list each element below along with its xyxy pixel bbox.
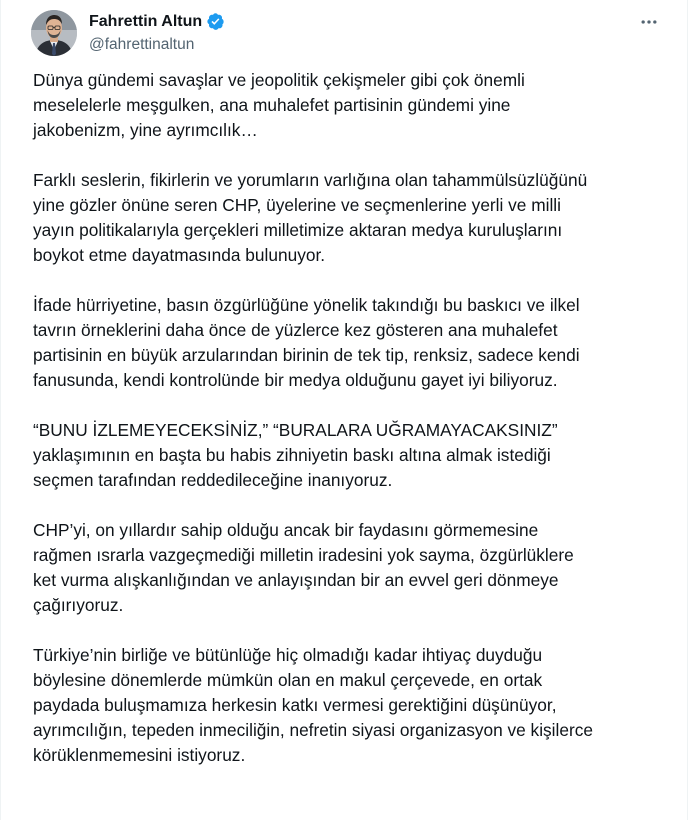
tweet-text <box>33 68 673 768</box>
tweet-paragraph-5: CHP’yi, on yıllardır sahip olduğu ancak bir faydasını görmemesine rağmen ısrarla vazgeçmediği milletin iradesini yok sayma, özgürlüklere ket vurma alışkanlığından ve anlayışından bir an evvel geri dönmeye çağırıyoruz. <box>33 520 574 615</box>
display-name-row <box>89 11 225 32</box>
author-handle[interactable]: @fahrettinaltun <box>89 36 195 53</box>
avatar[interactable] <box>31 10 77 56</box>
more-options-button[interactable] <box>632 10 666 34</box>
author-names <box>89 11 225 55</box>
tweet-paragraph-3: İfade hürriyetine, basın özgürlüğüne yönelik takındığı bu baskıcı ve ilkel tavrın örneklerini daha önce de yüzlerce kez gösteren ana muhalefet partisinin en büyük arzularından birinin de tek tip, renksiz, sadece kendi fanusunda, kendi kontrolünde bir medya olduğunu gayet iyi biliyoruz. <box>33 295 580 390</box>
tweet-paragraph-6: Türkiye’nin birliğe ve bütünlüğe hiç olmadığı kadar ihtiyaç duyduğu böylesine dönemlerde mümkün olan en makul çerçevede, en ortak paydada buluşmamıza herkesin katkı vermesi gerektiğini düşünüyor, ayrımcılığın, tepeden inmeciliğin, nefretin siyasi organizasyon ve kişilerce körüklenmemesini istiyoruz. <box>33 645 593 765</box>
tweet-paragraph-2: Farklı seslerin, fikirlerin ve yorumların varlığına olan tahammülsüzlüğünü yine gözler önüne seren CHP, üyelerine ve seçmenlerine yerli ve milli yayın politikalarıyla gerçekleri milletimize aktaran medya kuruluşlarını boykot etme dayatmasında bulunuyor. <box>33 170 588 265</box>
tweet-header <box>31 10 671 56</box>
display-name[interactable]: Fahrettin Altun <box>89 13 203 30</box>
more-horizontal-icon <box>639 12 659 32</box>
tweet-paragraph-4: “BUNU İZLEMEYECEKSİNİZ,” “BURALARA UĞRAMAYACAKSINIZ” yaklaşımının en başta bu habis zihniyetin baskı altına almak istediği seçmen tarafından reddedileceğine inanıyoruz. <box>33 420 558 490</box>
verified-badge-icon[interactable] <box>206 12 225 31</box>
avatar-photo <box>31 10 77 56</box>
tweet-paragraph-1: Dünya gündemi savaşlar ve jeopolitik çekişmeler gibi çok önemli meselelerle meşgulken, ana muhalefet partisinin gündemi yine jakobenizm, yine ayrımcılık… <box>33 70 525 140</box>
